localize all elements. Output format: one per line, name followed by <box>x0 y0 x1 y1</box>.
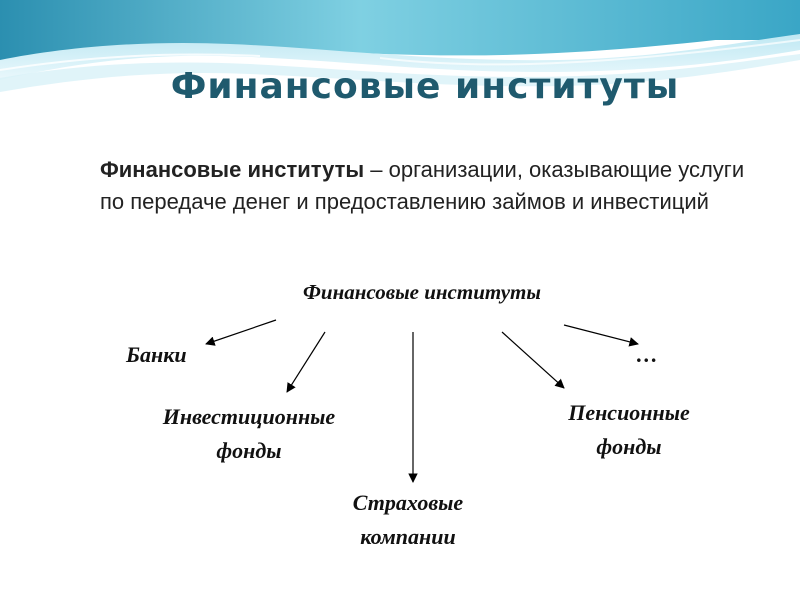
slide-title: Финансовые институты <box>170 66 680 107</box>
arrow-to-investment-funds <box>287 332 325 392</box>
node-investment-funds-line1: Инвестиционные <box>162 404 336 429</box>
arrow-to-pension-funds <box>502 332 564 388</box>
node-banks: Банки <box>126 342 187 367</box>
diagram-root-label: Финансовые институты <box>303 280 541 304</box>
arrow-to-banks <box>206 320 276 344</box>
node-more: … <box>636 342 658 367</box>
definition-text: – организации, оказывающие услуги по передаче денег и предоставлению займов и инвестиций <box>100 157 745 214</box>
definition-term: Финансовые институты <box>100 157 365 182</box>
node-insurance-companies <box>332 486 484 554</box>
arrow-to-more <box>564 325 638 344</box>
node-insurance-line1: Страховые <box>352 490 464 515</box>
node-pension-funds-line2: фонды <box>596 434 662 459</box>
node-insurance-line2: компании <box>360 524 456 549</box>
node-investment-funds-line2: фонды <box>216 438 282 463</box>
node-pension-funds <box>548 396 710 464</box>
node-investment-funds <box>142 400 356 468</box>
node-pension-funds-line1: Пенсионные <box>568 400 690 425</box>
